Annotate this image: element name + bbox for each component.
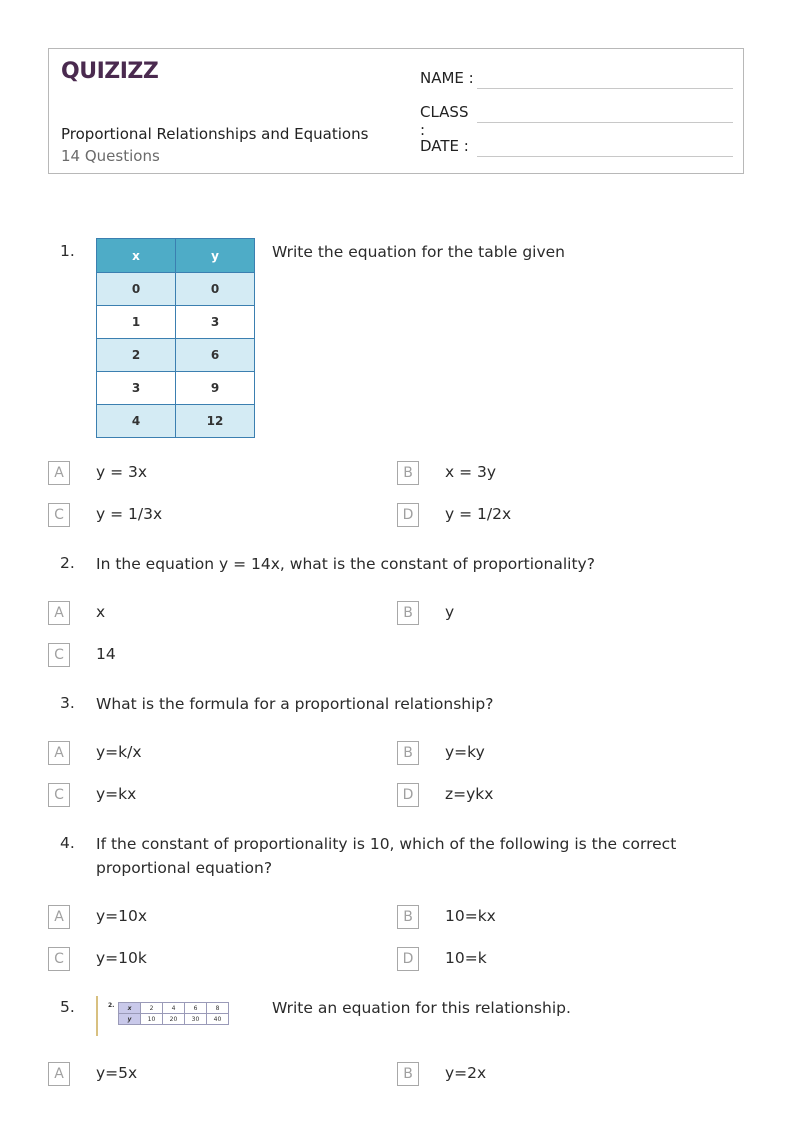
- date-field[interactable]: [420, 137, 476, 155]
- name-line[interactable]: [477, 88, 733, 89]
- option-text: y=5x: [96, 1064, 138, 1082]
- quizizz-logo: QUIZIZZ: [61, 59, 159, 84]
- option-text: x: [96, 603, 106, 621]
- option-text: y = 1/3x: [96, 505, 163, 523]
- option-letter: B: [397, 1062, 419, 1086]
- option-text: 14: [96, 645, 116, 663]
- table-cell: 0: [176, 273, 255, 306]
- class-label: CLASS :: [420, 103, 469, 139]
- table-cell: 2: [141, 1003, 163, 1014]
- question-count: 14 Questions: [61, 147, 160, 165]
- option-letter: C: [48, 783, 70, 807]
- worksheet-title: Proportional Relationships and Equations: [61, 125, 369, 143]
- option-letter: D: [397, 783, 419, 807]
- table-cell: 4: [163, 1003, 185, 1014]
- table-cell: 6: [176, 339, 255, 372]
- option-letter: D: [397, 503, 419, 527]
- class-line[interactable]: [477, 122, 733, 123]
- question-text: If the constant of proportionality is 10, which of the following is the correct proportional equation?: [96, 835, 677, 877]
- option-text: x = 3y: [445, 463, 497, 481]
- worksheet-header: [48, 48, 744, 174]
- question-text: Write the equation for the table given: [272, 243, 565, 261]
- option-letter: C: [48, 643, 70, 667]
- question-text: Write an equation for this relationship.: [272, 999, 571, 1017]
- table-header-y: y: [176, 239, 255, 273]
- q5-table-image: [96, 996, 244, 1036]
- table-cell: 0: [97, 273, 176, 306]
- table-cell: 3: [97, 372, 176, 405]
- option-text: y=10k: [96, 949, 147, 967]
- table-cell: x: [119, 1003, 141, 1014]
- table-header-x: x: [97, 239, 176, 273]
- option-letter: D: [397, 947, 419, 971]
- table-cell: 40: [207, 1014, 229, 1025]
- option-text: y = 3x: [96, 463, 148, 481]
- question-number: 2.: [60, 554, 75, 572]
- option-letter: B: [397, 741, 419, 765]
- table-cell: y: [119, 1014, 141, 1025]
- option-letter: A: [48, 1062, 70, 1086]
- option-letter: B: [397, 461, 419, 485]
- option-letter: A: [48, 461, 70, 485]
- table-cell: 4: [97, 405, 176, 438]
- option-letter: A: [48, 905, 70, 929]
- option-text: y=k/x: [96, 743, 142, 761]
- class-field[interactable]: [420, 103, 476, 139]
- question-text: In the equation y = 14x, what is the constant of proportionality?: [96, 555, 595, 573]
- date-line[interactable]: [477, 156, 733, 157]
- table-cell: 12: [176, 405, 255, 438]
- table-cell: 1: [97, 306, 176, 339]
- table-cell: 8: [207, 1003, 229, 1014]
- option-text: y = 1/2x: [445, 505, 512, 523]
- question-number: 3.: [60, 694, 75, 712]
- option-text: 10=k: [445, 949, 487, 967]
- option-letter: A: [48, 601, 70, 625]
- table-cell: 2: [97, 339, 176, 372]
- question-number: 5.: [60, 998, 75, 1016]
- name-field[interactable]: [420, 69, 476, 87]
- table-cell: 9: [176, 372, 255, 405]
- option-text: y=2x: [445, 1064, 487, 1082]
- option-letter: C: [48, 503, 70, 527]
- option-letter: B: [397, 601, 419, 625]
- option-text: y=kx: [96, 785, 137, 803]
- question-number: 4.: [60, 834, 75, 852]
- name-label: NAME :: [420, 69, 474, 87]
- question-number: 1.: [60, 242, 75, 260]
- question-text: What is the formula for a proportional relationship?: [96, 695, 494, 713]
- q1-data-table: [96, 238, 255, 438]
- option-letter: C: [48, 947, 70, 971]
- table-label: 2.: [108, 1002, 115, 1009]
- q5-data-table: [118, 1002, 229, 1025]
- option-letter: B: [397, 905, 419, 929]
- option-text: y=10x: [96, 907, 148, 925]
- option-text: z=ykx: [445, 785, 494, 803]
- option-text: 10=kx: [445, 907, 496, 925]
- option-text: y=ky: [445, 743, 485, 761]
- table-cell: 10: [141, 1014, 163, 1025]
- table-cell: 3: [176, 306, 255, 339]
- option-text: y: [445, 603, 455, 621]
- option-letter: A: [48, 741, 70, 765]
- table-cell: 6: [185, 1003, 207, 1014]
- date-label: DATE :: [420, 137, 469, 155]
- table-cell: 20: [163, 1014, 185, 1025]
- table-cell: 30: [185, 1014, 207, 1025]
